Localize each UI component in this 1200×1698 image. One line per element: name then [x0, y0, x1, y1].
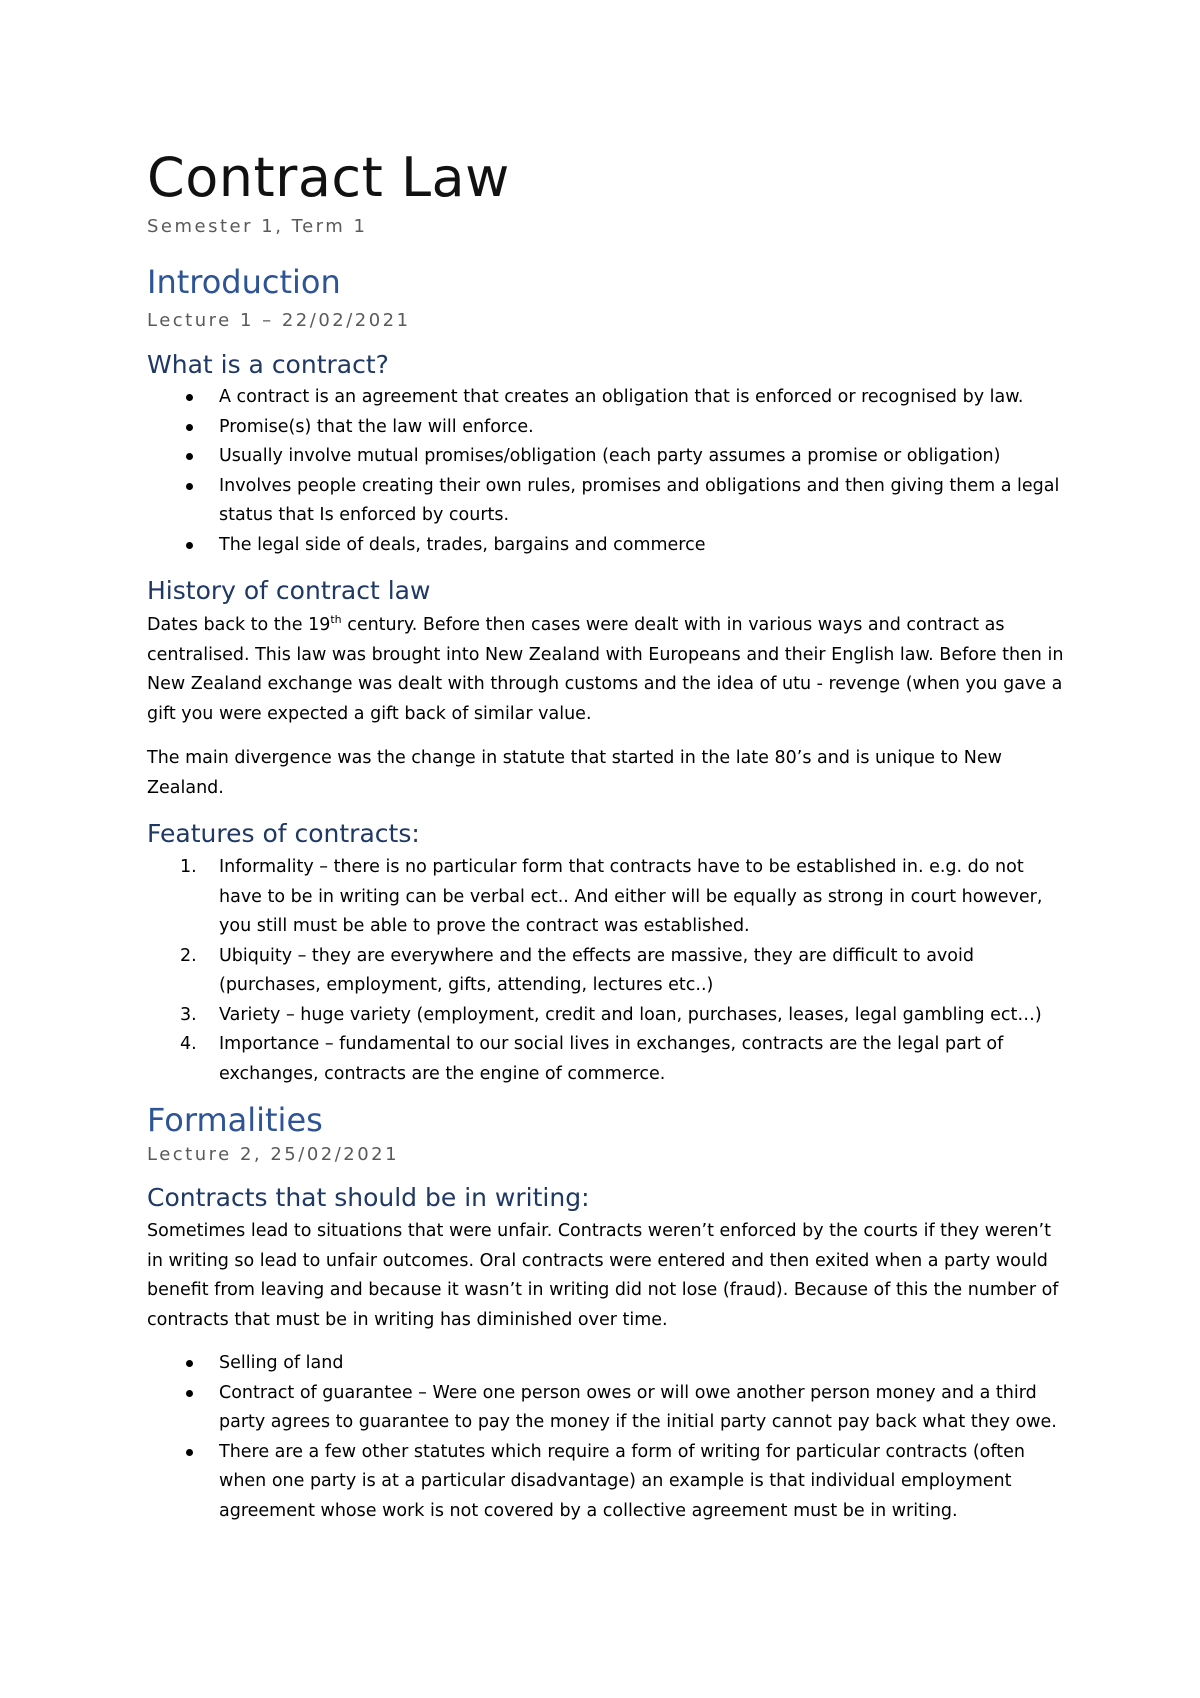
document-subtitle: Semester 1, Term 1	[147, 216, 368, 237]
list-item: Involves people creating their own rules, promises and obligations and then giving them a legal status that Is enforced by courts.	[147, 472, 1067, 531]
writing-paragraph: Sometimes lead to situations that were unfair. Contracts weren’t enforced by the courts if they weren’t in writing so lead to unfair outcomes. Oral contracts were entered and then exited when a party would benefit from leaving and because it wasn’t in writing did not lose (fraud). Because of this the number of contracts that must be in writing has diminished over time.	[147, 1221, 1059, 1330]
writing-list	[147, 1349, 1067, 1526]
bullet-icon	[186, 424, 193, 431]
bullet-icon	[186, 542, 193, 549]
document-title: Contract Law	[147, 146, 510, 209]
lecture-date-2: Lecture 2, 25/02/2021	[147, 1144, 400, 1165]
history-paragraph-2: The main divergence was the change in statute that started in the late 80’s and is unique to New Zealand.	[147, 748, 1002, 798]
list-item: Contract of guarantee – Were one person owes or will owe another person money and a third party agrees to guarantee to pay the money if the initial party cannot pay back what they owe.	[147, 1379, 1067, 1438]
history-paragraph-1: Dates back to the 19th century. Before then cases were dealt with in various ways and contract as centralised. This law was brought into New Zealand with Europeans and their English law. Before then in New Zealand exchange was dealt with through customs and the idea of utu - revenge (when you gave a gift you were expected a gift back of similar value.	[147, 613, 1064, 724]
what-is-contract-list	[147, 383, 1067, 560]
list-item: A contract is an agreement that creates an obligation that is enforced or recognised by law.	[147, 383, 1067, 413]
list-item: Usually involve mutual promises/obligation (each party assumes a promise or obligation)	[147, 442, 1067, 472]
lecture-date-1: Lecture 1 – 22/02/2021	[147, 310, 411, 331]
features-list	[147, 853, 1067, 1089]
heading-introduction: Introduction	[147, 263, 341, 301]
bullet-icon	[186, 394, 193, 401]
list-item: 4. Importance – fundamental to our social lives in exchanges, contracts are the legal part of exchanges, contracts are the engine of commerce.	[180, 1034, 1004, 1084]
bullet-icon	[186, 1360, 193, 1367]
list-item: 3. Variety – huge variety (employment, credit and loan, purchases, leases, legal gambling ect…)	[180, 1004, 1042, 1025]
heading-features-of-contracts: Features of contracts:	[147, 819, 420, 848]
list-item: The legal side of deals, trades, bargains and commerce	[147, 531, 1067, 561]
list-item: Selling of land	[147, 1349, 1067, 1379]
list-item: Promise(s) that the law will enforce.	[147, 413, 1067, 443]
heading-history-of-contract-law: History of contract law	[147, 576, 431, 605]
bullet-icon	[186, 483, 193, 490]
heading-what-is-a-contract: What is a contract?	[147, 350, 389, 379]
bullet-icon	[186, 1449, 193, 1456]
bullet-icon	[186, 453, 193, 460]
list-item: 2. Ubiquity – they are everywhere and the effects are massive, they are difficult to avoid (purchases, employment, gifts, attending, lectures etc..)	[180, 945, 974, 995]
heading-contracts-in-writing: Contracts that should be in writing:	[147, 1183, 590, 1212]
list-item: There are a few other statutes which require a form of writing for particular contracts (often when one party is at a particular disadvantage) an example is that individual employment agreement whose work is not covered by a collective agreement must be in writing.	[147, 1438, 1067, 1527]
heading-formalities: Formalities	[147, 1101, 323, 1139]
bullet-icon	[186, 1390, 193, 1397]
list-item: 1. Informality – there is no particular form that contracts have to be established in. e.g. do not have to be in writing can be verbal ect.. And either will be equally as strong in court however, you still must be able to prove the contract was established.	[180, 857, 1043, 936]
